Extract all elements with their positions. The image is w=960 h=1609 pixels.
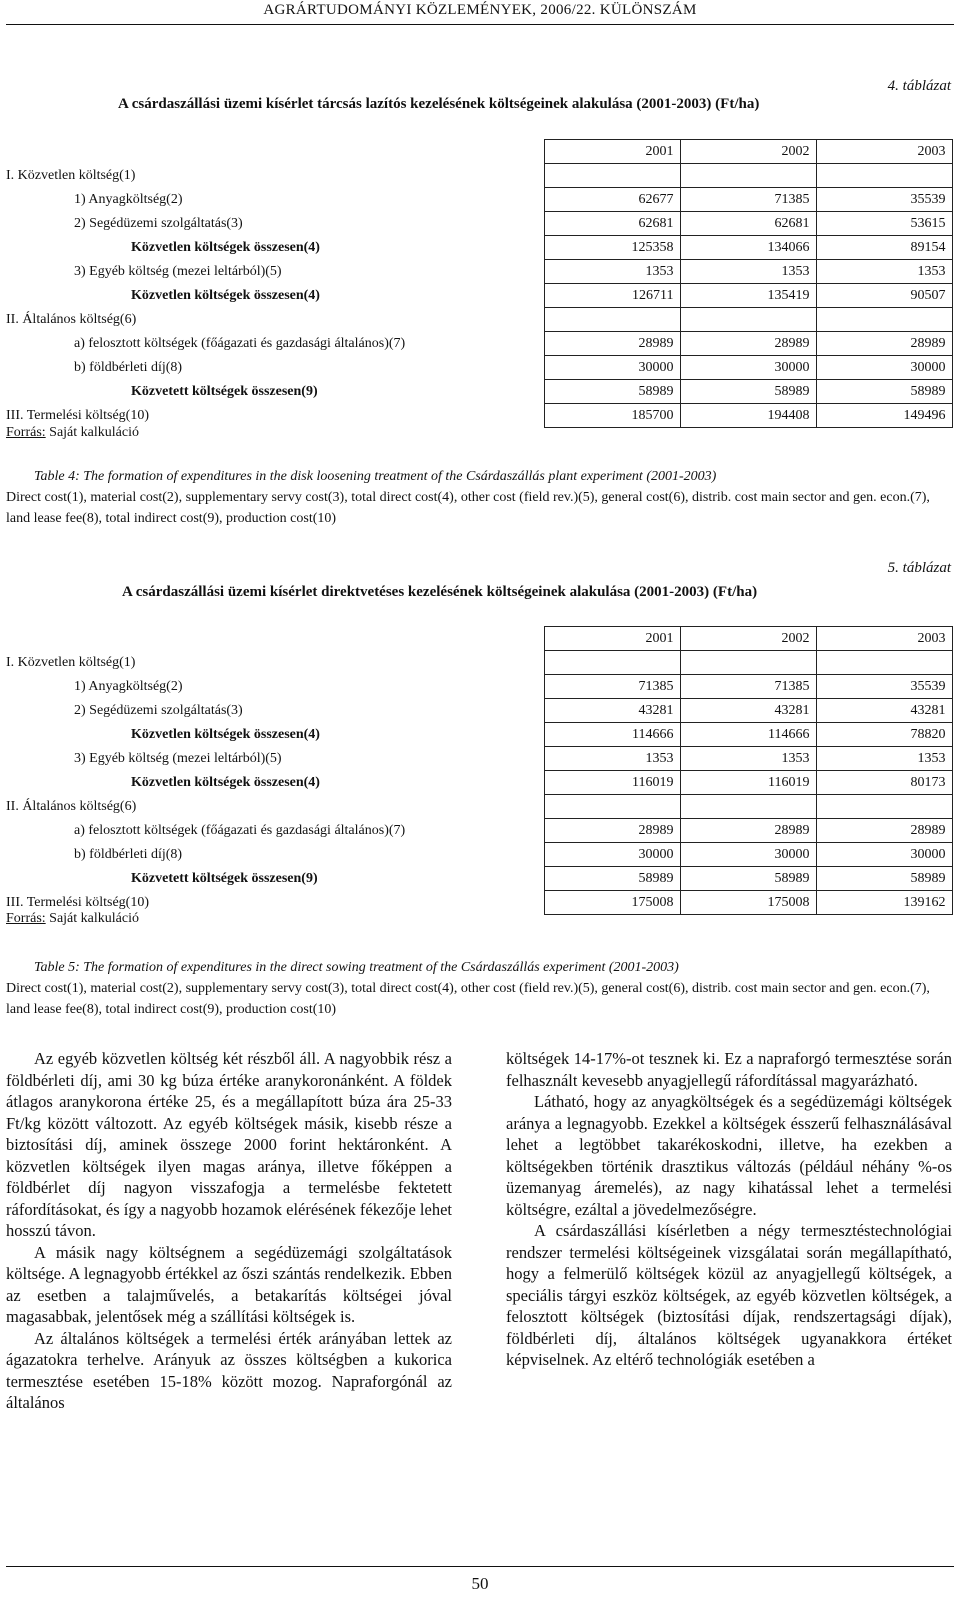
value-cell: 30000 <box>544 843 680 867</box>
paragraph: költségek 14-17%-ot tesznek ki. Ez a napraforgó termesztése során felhasznált kevesebb anyagjellegű ráfordítással magyarázható. <box>506 1049 952 1090</box>
table-row <box>6 891 952 915</box>
year-header: 2003 <box>816 140 952 164</box>
table-row <box>6 308 952 332</box>
value-cell: 135419 <box>680 284 816 308</box>
value-cell <box>544 308 680 332</box>
row-label: 2) Segédüzemi szolgáltatás(3) <box>74 702 243 718</box>
value-cell: 53615 <box>816 212 952 236</box>
value-cell <box>816 308 952 332</box>
value-cell <box>680 308 816 332</box>
body-column-left <box>6 1048 452 1414</box>
table5-tag: 5. táblázat <box>887 560 951 576</box>
value-cell: 1353 <box>816 260 952 284</box>
paragraph: A másik nagy költségnem a segédüzemági szolgáltatások költsége. A legnagyobb értékkel az őszi szántás rendelkezik. Ebben az esetben a talajművelés, a betakarítás költségei jóval magasabbak, jelentősek még a szállítási költségek is. <box>6 1242 452 1326</box>
table-row <box>6 260 952 284</box>
row-label: Közvetlen költségek összesen(4) <box>131 774 320 790</box>
value-cell: 71385 <box>680 675 816 699</box>
value-cell: 71385 <box>680 188 816 212</box>
page-number: 50 <box>471 1574 489 1593</box>
row-label: II. Általános költség(6) <box>6 311 137 327</box>
value-cell: 28989 <box>816 819 952 843</box>
value-cell: 62677 <box>544 188 680 212</box>
table4-tag: 4. táblázat <box>887 78 951 94</box>
row-label: b) földbérleti díj(8) <box>74 846 183 862</box>
value-cell: 149496 <box>816 404 952 428</box>
journal-header: AGRÁRTUDOMÁNYI KÖZLEMÉNYEK, 2006/22. KÜLÖNSZÁM <box>263 2 697 18</box>
value-cell: 114666 <box>680 723 816 747</box>
table-row <box>6 236 952 260</box>
row-label: 2) Segédüzemi szolgáltatás(3) <box>74 215 243 231</box>
value-cell: 58989 <box>816 380 952 404</box>
value-cell: 58989 <box>680 380 816 404</box>
table-header-row <box>6 627 952 651</box>
row-label: Közvetlen költségek összesen(4) <box>131 726 320 742</box>
value-cell: 28989 <box>544 819 680 843</box>
value-cell: 30000 <box>816 356 952 380</box>
header-rule <box>6 24 954 25</box>
paragraph: Az általános költségek a termelési érték arányában lettek az ágazatokra terhelve. Arányuk az összes költségben a kukorica termesztése esetében 15-18% között mozog. Napraforgónál az általános <box>6 1328 452 1412</box>
value-cell <box>816 795 952 819</box>
row-label: 3) Egyéb költség (mezei leltárból)(5) <box>74 750 282 766</box>
table-row <box>6 771 952 795</box>
row-label: Közvetlen költségek összesen(4) <box>131 239 320 255</box>
table4-title: A csárdaszállási üzemi kísérlet tárcsás lazítós kezelésének költségeinek alakulása (2001-2003) (Ft/ha) <box>118 96 760 112</box>
table5-legend-en: Direct cost(1), material cost(2), supplementary servy cost(3), total direct cost(4), other cost (field rev.)(5), general cost(6), distrib. cost main sector and gen. econ.(7), land lease fee(8), total indirect cost(9), production cost(10) <box>6 981 930 1017</box>
year-header: 2002 <box>680 627 816 651</box>
value-cell: 58989 <box>680 867 816 891</box>
value-cell: 28989 <box>816 332 952 356</box>
table-row <box>6 723 952 747</box>
paragraph: Az egyéb közvetlen költség két részből áll. A nagyobbik rész a földbérleti díj, ami 30 kg búza értéke aranykoronánként. A földek átlagos aranykorona értéke 25, és a megállapított búza ára 25-33 Ft/kg között változott. Az egyéb költségek másik, kisebb része a biztosítási díj, aminek összege 2000 forint hektáronként. A közvetlen költségek ilyen magas aránya, illetve főképpen a földbérlet díj nagyon visszafogja a termelésbe fektetett ráfordításokat, és így a nagyobb hozamok elérésének fékezője lehet hosszú távon. <box>6 1049 452 1240</box>
row-label: Közvetlen költségek összesen(4) <box>131 287 320 303</box>
table-row <box>6 819 952 843</box>
table4-caption <box>6 466 952 529</box>
table-row <box>6 212 952 236</box>
value-cell <box>816 164 952 188</box>
table-row <box>6 795 952 819</box>
table-row <box>6 284 952 308</box>
table-row <box>6 380 952 404</box>
value-cell: 126711 <box>544 284 680 308</box>
table4-caption-en: Table 4: The formation of expenditures in the disk loosening treatment of the Csárdaszállás plant experiment (2001-2003) <box>34 469 717 484</box>
table4 <box>6 139 953 428</box>
value-cell: 194408 <box>680 404 816 428</box>
paragraph: Látható, hogy az anyagköltségek és a segédüzemági költségek aránya a legnagyobb. Ezekkel a költségek ésszerű felhasználásával lehet a legtöbbet takarékoskodni, illetve, ha ezekben a költségekben történik drasztikus változás (például néhány %-os üzemanyag áremelés), az nagy kihatással lehet a termelési költségre, ezáltal a jövedelmezőségre. <box>506 1092 952 1219</box>
value-cell: 1353 <box>680 260 816 284</box>
table-row <box>6 188 952 212</box>
value-cell: 139162 <box>816 891 952 915</box>
table-row <box>6 867 952 891</box>
source-label: Forrás: <box>6 425 46 440</box>
table5-source <box>6 911 139 927</box>
value-cell <box>544 651 680 675</box>
table-row <box>6 356 952 380</box>
value-cell: 43281 <box>544 699 680 723</box>
table5 <box>6 626 953 915</box>
value-cell: 58989 <box>816 867 952 891</box>
value-cell: 58989 <box>544 380 680 404</box>
value-cell: 30000 <box>680 356 816 380</box>
row-label: II. Általános költség(6) <box>6 798 137 814</box>
table-row <box>6 164 952 188</box>
year-header: 2001 <box>544 140 680 164</box>
row-label: Közvetett költségek összesen(9) <box>131 870 318 886</box>
value-cell: 80173 <box>816 771 952 795</box>
value-cell: 62681 <box>544 212 680 236</box>
table-row <box>6 675 952 699</box>
value-cell: 78820 <box>816 723 952 747</box>
row-label: 1) Anyagköltség(2) <box>74 191 183 207</box>
value-cell: 1353 <box>544 747 680 771</box>
row-label: b) földbérleti díj(8) <box>74 359 183 375</box>
value-cell: 28989 <box>680 819 816 843</box>
header-blank <box>6 140 544 164</box>
year-header: 2003 <box>816 627 952 651</box>
value-cell: 114666 <box>544 723 680 747</box>
year-header: 2001 <box>544 627 680 651</box>
table-row <box>6 651 952 675</box>
value-cell: 175008 <box>544 891 680 915</box>
value-cell <box>816 651 952 675</box>
row-label: 3) Egyéb költség (mezei leltárból)(5) <box>74 263 282 279</box>
value-cell: 30000 <box>544 356 680 380</box>
value-cell: 35539 <box>816 675 952 699</box>
value-cell: 125358 <box>544 236 680 260</box>
body-column-right <box>506 1048 952 1371</box>
table-row <box>6 332 952 356</box>
header-blank <box>6 627 544 651</box>
row-label: 1) Anyagköltség(2) <box>74 678 183 694</box>
row-label: a) felosztott költségek (főágazati és gazdasági általános)(7) <box>74 822 406 838</box>
value-cell: 62681 <box>680 212 816 236</box>
value-cell: 28989 <box>680 332 816 356</box>
value-cell <box>680 651 816 675</box>
table5-title: A csárdaszállási üzemi kísérlet direktvetéses kezelésének költségeinek alakulása (2001-2003) (Ft/ha) <box>122 584 758 600</box>
table-row <box>6 404 952 428</box>
value-cell: 1353 <box>816 747 952 771</box>
table-row <box>6 699 952 723</box>
value-cell: 90507 <box>816 284 952 308</box>
value-cell: 1353 <box>680 747 816 771</box>
row-label: III. Termelési költség(10) <box>6 407 149 423</box>
value-cell: 116019 <box>680 771 816 795</box>
value-cell: 134066 <box>680 236 816 260</box>
value-cell <box>544 795 680 819</box>
table-row <box>6 747 952 771</box>
row-label: Közvetett költségek összesen(9) <box>131 383 318 399</box>
value-cell: 28989 <box>544 332 680 356</box>
footer-rule <box>6 1566 954 1567</box>
row-label: I. Közvetlen költség(1) <box>6 167 136 183</box>
value-cell: 89154 <box>816 236 952 260</box>
value-cell: 175008 <box>680 891 816 915</box>
value-cell: 71385 <box>544 675 680 699</box>
table-row <box>6 843 952 867</box>
table4-legend-en: Direct cost(1), material cost(2), supplementary servy cost(3), total direct cost(4), other cost (field rev.)(5), general cost(6), distrib. cost main sector and gen. econ.(7), land lease fee(8), total indirect cost(9), production cost(10) <box>6 490 930 526</box>
paragraph: A csárdaszállási kísérletben a négy termesztéstechnológiai rendszer termelési költségeinek vizsgálatai során megállapítható, hogy a felmerülő költségek közül az anyagjellegű költségek, a speciális tárgyi eszköz költségek, az egyéb közvetlen költségek, a felosztott költségek (biztosítási díjak, rendszertagsági díjak), földbérleti díj, általános költségek ugyanakkora értéket képviselnek. Az eltérő technológiák esetében a <box>506 1221 952 1369</box>
value-cell: 43281 <box>680 699 816 723</box>
value-cell: 30000 <box>816 843 952 867</box>
value-cell <box>544 164 680 188</box>
year-header: 2002 <box>680 140 816 164</box>
value-cell: 35539 <box>816 188 952 212</box>
value-cell: 30000 <box>680 843 816 867</box>
value-cell: 1353 <box>544 260 680 284</box>
source-text: Saját kalkuláció <box>45 425 139 440</box>
value-cell: 58989 <box>544 867 680 891</box>
value-cell <box>680 164 816 188</box>
source-label: Forrás: <box>6 911 46 926</box>
row-label: I. Közvetlen költség(1) <box>6 654 136 670</box>
row-label: III. Termelési költség(10) <box>6 894 149 910</box>
table5-caption <box>6 957 952 1020</box>
value-cell: 116019 <box>544 771 680 795</box>
source-text: Saját kalkuláció <box>45 911 139 926</box>
row-label: a) felosztott költségek (főágazati és gazdasági általános)(7) <box>74 335 406 351</box>
value-cell: 185700 <box>544 404 680 428</box>
table5-caption-en: Table 5: The formation of expenditures in the direct sowing treatment of the Csárdaszállás experiment (2001-2003) <box>34 960 679 975</box>
value-cell <box>680 795 816 819</box>
table4-source <box>6 425 139 441</box>
table-header-row <box>6 140 952 164</box>
value-cell: 43281 <box>816 699 952 723</box>
